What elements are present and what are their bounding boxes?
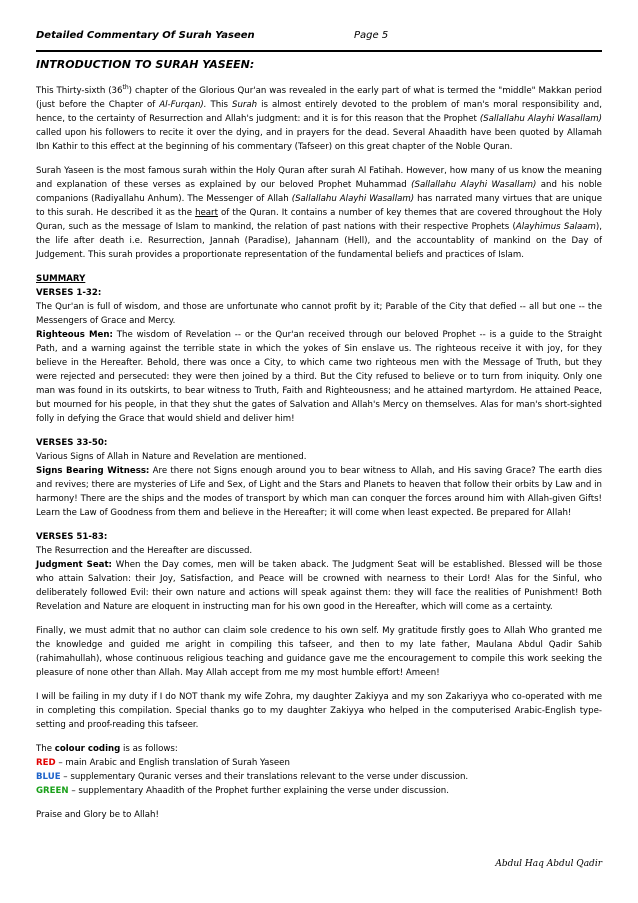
intro-paragraph-2: Surah Yaseen is the most famous surah within the Holy Quran after surah Al Fatihah. However, how many of us know the meaning and explanation of these verses as explained by our beloved Prophet Muhammad (Sallallahu Alayhi Wasallam) and his noble companions (Radiyallahu Anhum). The Messenger of Allah (Sallallahu Alayhi Wasallam) has narrated many virtues that are unique to this surah. He described it as the heart of the Quran. It contains a number of key themes that are covered throughout the Holy Quran, such as the message of Islam to mankind, the relation of past nations with their respective Prophets (Alayhimus Salaam), the life after death i.e. Resurrection, Jannah (Paradise), Jahannam (Hell), and the accountablity of mankind on the Day of Judgement. This surah provides a proportionate representation of the fundamental beliefs and practices of Islam. (36, 165, 602, 260)
document-page (36, 28, 602, 832)
summary-block-2: VERSES 33-50: Various Signs of Allah in Nature and Revelation are mentioned. Signs Bearing Witness: Are there not Signs enough around you to bear witness to Allah, and His saving Grace? The earth dies and revives; there are mysteries of Life and Sex, of Light and the Stars and Planets to heaven that follow their orbits by Law and in harmony! There are the ships and the modes of transport by which man can conquer the forces around him with Allah-given Gifts! Learn the Law of Goodness from them and believe in the Hereafter; it will come when least expected. Be prepared for Allah! (36, 437, 603, 518)
summary-block-1: SUMMARY VERSES 1-32: The Qur'an is full of wisdom, and those are unfortunate who cannot profit by it; Parable of the City that defied -- all but one -- the Messengers of Grace and Mercy. Righteous Men: The wisdom of Revelation -- or the Qur'an received through our beloved Prophet -- is a guide to the Straight Path, and a warning against the terrible state in which the yokes of Sin enslave us. The righteous receive it with joy, for they believe in the Hereafter. Behold, there was once a City, to which came two righteous men with the Message of Truth, but they were rejected and persecuted: they were then joined by a third. But the City refused to believe or to turn from iniquity. Only one man was found in its outskirts, to bear witness to Truth, Faith and Righteousness; and he attained martyrdom. He attained Peace, but mourned for his people, in that they shut the gates of Salvation and Allah's Mercy on themselves. Alas for man's short-sighted folly in defying the Grace that would shield and deliver him! (36, 273, 602, 424)
legend-green: GREEN – supplementary Ahaadith of the Prophet further explaining the verse under discussion. (36, 785, 449, 796)
subheading: Signs Bearing Witness: (36, 465, 150, 476)
closing-praise: Praise and Glory be to Allah! (36, 809, 159, 820)
verses-heading: VERSES 1-32: (36, 287, 102, 298)
section-heading: INTRODUCTION TO SURAH YASEEN: (36, 58, 255, 71)
legend-red: RED – main Arabic and English translation of Surah Yaseen (36, 757, 290, 768)
subheading: Righteous Men: (36, 329, 113, 340)
header-rule (36, 50, 602, 52)
closing-paragraph-2: I will be failing in my duty if I do NOT thank my wife Zohra, my daughter Zakiyya and my son Zakariyya who co-operated with me in completing this compilation. Special thanks go to my daughter Zakiyya who helped in the computerised Arabic-English type-setting and proof-reading this tafseer. (36, 691, 602, 730)
author-signature: Abdul Haq Abdul Qadir (495, 859, 602, 869)
subheading: Judgment Seat: (36, 559, 112, 570)
summary-block-3: VERSES 51-83: The Resurrection and the Hereafter are discussed. Judgment Seat: When the Day comes, men will be taken aback. The Judgment Seat will be established. Blessed will be those who attain Salvation: their Joy, Satisfaction, and Peace will be crowned with nearness to their Lord! Alas for the Sinful, who deliberately followed Evil: their own nature and actions will speak against them: they will face the realities of Punishment! Both Revelation and Nature are eloquent in instructing man for his own good in the Hereafter, which will come as a certainty. (36, 531, 602, 612)
verses-heading: VERSES 33-50: (36, 437, 108, 448)
document-title: Detailed Commentary Of Surah Yaseen (36, 30, 255, 41)
summary-title: SUMMARY (36, 273, 86, 284)
page-number: Page 5 (354, 30, 389, 41)
verses-heading: VERSES 51-83: (36, 531, 108, 542)
intro-paragraph-1: This Thirty-sixth (36th) chapter of the Glorious Qur'an was revealed in the early part of what is termed the "middle" Makkan period (just before the Chapter of Al-Furqan). This Surah is almost entirely devoted to the problem of man's moral responsibility and, hence, to the certainty of Resurrection and Allah's judgment: and it is for this reason that the Prophet (Sallallahu Alayhi Wasallam) called upon his followers to recite it over the dying, and in prayers for the dead. Several Ahaadith have been quoted by Allamah Ibn Kathir to this effect at the beginning of his commentary (Tafseer) on this great chapter of the Noble Quran. (36, 84, 602, 152)
running-header (36, 28, 602, 46)
closing-paragraph-1: Finally, we must admit that no author can claim sole credence to his own self. My gratitude firstly goes to Allah Who granted me the knowledge and guided me aright in compiling this tafseer, and then to my late father, Maulana Abdul Qadir Sahib (rahimahullah), whose continuous religious teaching and guidance gave me the encouragement to compile this work seeking the pleasure of none other than Allah. May Allah accept from me my most humble effort! Ameen! (36, 625, 602, 678)
legend-blue: BLUE – supplementary Quranic verses and their translations relevant to the verse under discussion. (36, 771, 469, 782)
colour-coding-legend: The colour coding is as follows: RED – main Arabic and English translation of Surah Yaseen BLUE – supplementary Quranic verses and their translations relevant to the verse under discussion. GREEN – supplementary Ahaadith of the Prophet further explaining the verse under discussion. (36, 742, 602, 798)
